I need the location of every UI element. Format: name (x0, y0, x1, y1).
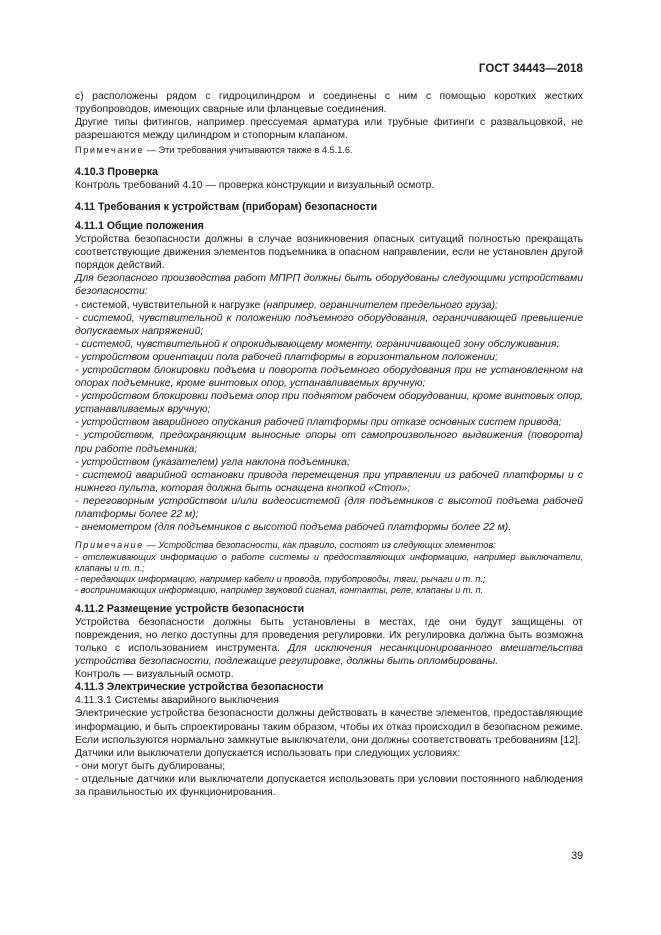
safety-note-item: - воспринимающих информацию, например звуковой сигнал, контакты, реле, клапаны и т. п. (75, 585, 484, 596)
safety-item: - системой, чувствительной к опрокидывающему моменту, ограничивающей зону обслуживания; (75, 338, 560, 350)
other-types-paragraph: Другие типы фитингов, например прессуемая арматура или трубные фитинги с развальцовкой, не разрешаются между цилиндром и стопорным клапаном. (75, 117, 583, 142)
safety-note-item: - отслеживающих информацию о работе системы и предоставляющих информацию, например выключатели, клапаны и т. п.; (75, 551, 583, 573)
section-4-11-1-p1: Устройства безопасности должны в случае возникновения опасных ситуаций полностью прекращать соответствующие движения элементов подъемника в опасном направлении, если не установлен другой порядок действий. (75, 234, 583, 272)
note-label: Примечание (75, 145, 145, 156)
safety-item: - устройством, предохраняющим выносные опоры от самопроизвольного выдвижения (поворота) при работе подъемника; (75, 430, 583, 455)
section-4-11-2-title: 4.11.2 Размещение устройств безопасности (75, 602, 305, 615)
safety-item: - устройством аварийного опускания рабочей платформы при отказе основных систем привода; (75, 417, 562, 429)
section-4-11-2-italic: Для исключения несанкционированного вмешательства устройства безопасности, подлежащие регулировке, должны быть опломбированы. (75, 642, 583, 668)
safety-item: - устройством блокировки подъема опор при поднятом рабочем оборудовании, кроме винтовых опор, устанавливаемых вручную; (75, 391, 583, 416)
note-paragraph (75, 145, 583, 156)
note-text: — Эти требования учитываются также в 4.5.1.6. (144, 145, 353, 156)
safety-note (75, 540, 583, 551)
safety-note-item: - передающих информацию, например кабели и провода, трубопроводы, тяги, рычаги и т. п.; (75, 574, 486, 585)
section-4-11-3-p4: - отдельные датчики или выключатели допускается использовать при условии постоянного наблюдения за правильностью их функционирования. (75, 773, 583, 798)
section-4-10-3-text: Контроль требований 4.10 — проверка конструкции и визуальный осмотр. (75, 179, 435, 191)
safety-item: - устройством ориентации пола рабочей платформы в горизонтальном положении; (75, 351, 498, 363)
section-4-11-3-p2: Датчики или выключатели допускается использовать при следующих условиях: (75, 747, 461, 759)
section-4-11-3-title: 4.11.3 Электрические устройства безопасности (75, 681, 324, 694)
section-4-11-3-p3: - они могут быть дублированы; (75, 760, 226, 772)
safety-item-text: - системой, чувствительной к нагрузке (75, 299, 264, 311)
item-c-paragraph: с) расположены рядом с гидроцилиндром и соединены с ним с помощью коротких жестких трубопроводов, имеющих сварные или фланцевые соединения. (75, 91, 583, 116)
safety-item (75, 299, 583, 312)
standard-header: ГОСТ 34443—2018 (478, 63, 583, 75)
safety-item: - анемометром (для подъемников с высотой подъема рабочей платформы более 22 м). (75, 522, 512, 534)
page-content (75, 90, 583, 799)
section-4-11-3-1-title: 4.11.3.1 Системы аварийного выключения (75, 695, 279, 707)
note-text: — Устройства безопасности, как правило, состоят из следующих элементов: (143, 540, 496, 551)
section-4-10-3-title: 4.10.3 Проверка (75, 165, 158, 178)
safety-item: - устройством (указателем) угла наклона подъемника; (75, 456, 350, 468)
section-4-11-2-p2: Контроль — визуальный осмотр. (75, 669, 234, 681)
safety-item-italic: (например, ограничителем предельного груза); (263, 299, 498, 311)
section-4-11-2-text: Устройства безопасности должны быть установлены в местах, где они будут защищены от повреждения, но легко доступны для проведения регулировки. Их регулировка должна быть возможна только с использованием инструмента. (75, 616, 583, 654)
safety-item: - системой аварийной остановки привода перемещения при управлении из рабочей платформы и с нижнего пульта, которая должна быть оснащена кнопкой «Стоп»; (75, 469, 583, 494)
section-4-11-1-title: 4.11.1 Общие положения (75, 219, 204, 232)
section-4-11-1-p2: Для безопасного производства работ МПРП должны быть оборудованы следующими устройствами безопасности: (75, 273, 583, 298)
safety-item: - переговорным устройством и/или видеосистемой (для подъемников с высотой подъема рабочей платформы более 22 м); (75, 495, 583, 521)
safety-item: - системой, чувствительной к положению подъемного оборудования, ограничивающей превышение допускаемых напряжений; (75, 312, 583, 337)
page-number: 39 (571, 850, 583, 862)
safety-item: - устройством блокировки подъема и поворота подъемного оборудования при не установленном на опорах подъемнике, кроме винтовых опор, устанавливаемых вручную; (75, 364, 583, 390)
section-4-11-2-p1 (75, 616, 583, 668)
section-4-11-3-p1: Электрические устройства безопасности должны действовать в качестве элементов, предоставляющие информацию, и быть спроектированы таким образом, чтобы их отказ происходил в безопасном режиме. Если используются нормально замкнутые выключатели, они должны соответствовать требованиям [12]. (75, 708, 583, 746)
section-4-11-title: 4.11 Требования к устройствам (приборам) безопасности (75, 200, 378, 213)
note-label: Примечание (75, 540, 144, 551)
